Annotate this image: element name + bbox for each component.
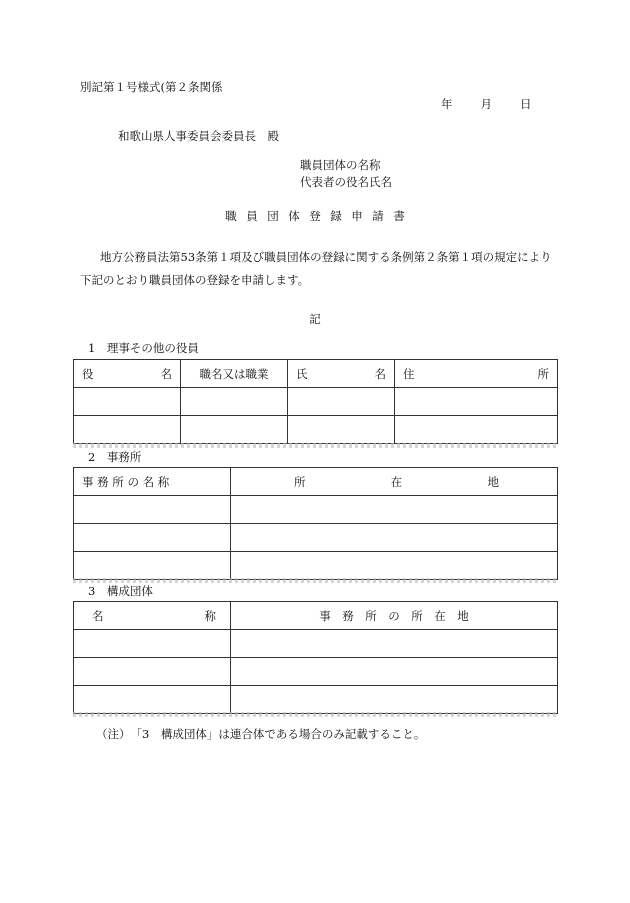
date-year-label: 年 (441, 97, 453, 111)
table-cell[interactable] (74, 658, 231, 686)
table-cell[interactable] (231, 524, 558, 552)
table-header-row (74, 360, 558, 388)
table-cell[interactable] (231, 658, 558, 686)
table-cell[interactable] (74, 524, 231, 552)
header-office-location: 事 務 所 の 所 在 地 (231, 602, 558, 630)
footnote: （注） 「3 構成団体」は連合体である場合のみ記載すること。 (96, 727, 426, 741)
table-cell[interactable] (395, 388, 558, 416)
date-month-label: 月 (480, 97, 492, 111)
table-cell[interactable] (395, 416, 558, 444)
header-org-name: 名 称 (74, 602, 231, 630)
table-header-row (74, 468, 558, 496)
table-cell[interactable] (74, 552, 231, 580)
header-address: 住 所 (395, 360, 558, 388)
representative-label: 代表者の役名氏名 (300, 175, 392, 189)
officers-table (73, 359, 558, 444)
table-cell[interactable] (231, 552, 558, 580)
date-day-label: 日 (520, 97, 532, 111)
tear-edge (73, 443, 557, 448)
table-cell[interactable] (288, 388, 395, 416)
date-line (441, 99, 532, 111)
table-row (74, 416, 558, 444)
table-cell[interactable] (231, 630, 558, 658)
table-cell[interactable] (74, 686, 231, 714)
table-cell[interactable] (74, 496, 231, 524)
document-title: 職員団体登録申請書 (225, 209, 415, 223)
addressee: 和歌山県人事委員会委員長 殿 (118, 129, 279, 143)
table-cell[interactable] (74, 630, 231, 658)
table-cell[interactable] (288, 416, 395, 444)
form-identifier: 別記第１号様式(第２条関係 (80, 80, 223, 94)
table-row (74, 388, 558, 416)
table-cell[interactable] (231, 686, 558, 714)
header-role: 役 名 (74, 360, 181, 388)
table-cell[interactable] (74, 416, 181, 444)
header-title: 職名又は職業 (181, 360, 288, 388)
tear-edge (73, 712, 557, 717)
office-table (73, 467, 558, 580)
section-3-title: 3 構成団体 (88, 584, 153, 598)
table-row (74, 630, 558, 658)
table-row (74, 686, 558, 714)
table-cell[interactable] (181, 416, 288, 444)
header-office-name: 事 務 所 の 名 称 (74, 468, 231, 496)
table-row (74, 496, 558, 524)
table-cell[interactable] (231, 496, 558, 524)
section-2-title: 2 事務所 (88, 450, 142, 464)
header-name: 氏 名 (288, 360, 395, 388)
table-cell[interactable] (74, 388, 181, 416)
application-statement: 地方公務員法第53条第１項及び職員団体の登録に関する条例第２条第１項の規定により下記のとおり職員団体の登録を申請します。 (80, 250, 552, 287)
ki-heading: 記 (309, 312, 321, 326)
table-row (74, 552, 558, 580)
table-row (74, 524, 558, 552)
table-header-row (74, 602, 558, 630)
applicant-block (300, 157, 392, 191)
table-row (74, 658, 558, 686)
table-cell[interactable] (181, 388, 288, 416)
section-1-title: 1 理事その他の役員 (88, 341, 199, 355)
header-location: 所 在 地 (231, 468, 558, 496)
constituent-orgs-table (73, 601, 558, 714)
tear-edge (73, 578, 557, 583)
org-name-label: 職員団体の名称 (300, 158, 381, 172)
